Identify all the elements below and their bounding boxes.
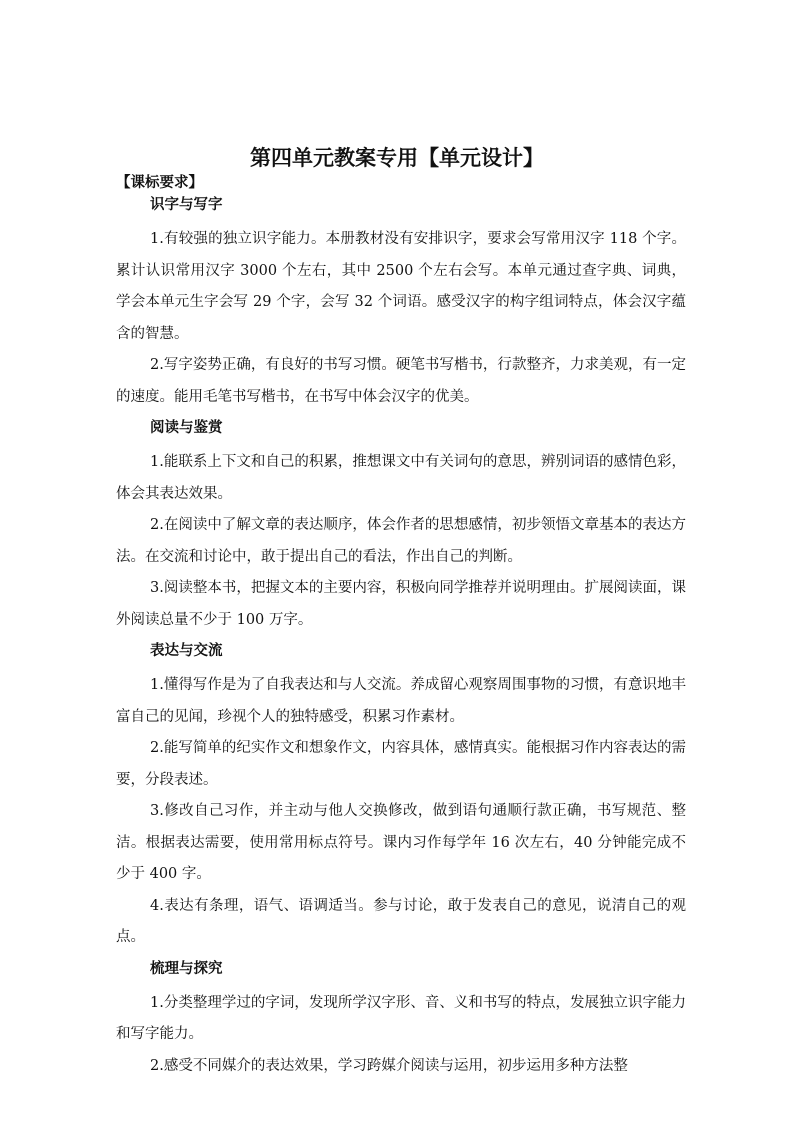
section-inquiry: [116, 958, 686, 1083]
section-literacy: [116, 194, 686, 413]
section-heading: 阅读与鉴赏: [150, 419, 223, 436]
standards-heading: 【课标要求】: [116, 174, 203, 191]
section-expression: [116, 640, 686, 954]
paragraph: 2.能写简单的纪实作文和想象作文，内容具体，感情真实。能根据习作内容表达的需要，分段表述。: [116, 740, 686, 788]
paragraph: 2.感受不同媒介的表达效果，学习跨媒介阅读与运用，初步运用多种方法整: [150, 1057, 628, 1074]
paragraph: 1.懂得写作是为了自我表达和与人交流。养成留心观察周围事物的习惯，有意识地丰富自己的见闻，珍视个人的独特感受，积累习作素材。: [116, 677, 686, 725]
paragraph: 1.能联系上下文和自己的积累，推想课文中有关词句的意思，辨别词语的感情色彩，体会其表达效果。: [116, 454, 686, 502]
section-heading: 表达与交流: [150, 642, 223, 659]
section-heading: 梳理与探究: [150, 959, 223, 977]
paragraph: 3.阅读整本书，把握文本的主要内容，积极向同学推荐并说明理由。扩展阅读面，课外阅读总量不少于 100 万字。: [116, 580, 686, 628]
paragraph: 2.写字姿势正确，有良好的书写习惯。硬笔书写楷书，行款整齐，力求美观，有一定的速度。能用毛笔书写楷书，在书写中体会汉字的优美。: [116, 357, 686, 405]
paragraph: 4.表达有条理，语气、语调适当。参与讨论，敢于发表自己的意见，说清自己的观点。: [116, 897, 686, 945]
section-heading: 识字与写字: [150, 196, 223, 213]
paragraph: 2.在阅读中了解文章的表达顺序，体会作者的思想感情，初步领悟文章基本的表达方法。在交流和讨论中，敢于提出自己的看法，作出自己的判断。: [116, 517, 686, 565]
document-title: 第四单元教案专用【单元设计】: [250, 145, 544, 170]
document-body: [116, 172, 686, 1082]
paragraph: 1.分类整理学过的字词，发现所学汉字形、音、义和书写的特点，发展独立识字能力和写字能力。: [116, 994, 686, 1042]
paragraph: 1.有较强的独立识字能力。本册教材没有安排识字，要求会写常用汉字 118 个字。累计认识常用汉字 3000 个左右，其中 2500 个左右会写。本单元通过查字典、词典，学会本单元生字会写 29 个字，会写 32 个词语。感受汉字的构字组词特点，体会汉字蕴含的智慧。: [116, 231, 686, 342]
section-reading: [116, 417, 686, 636]
paragraph: 3.修改自己习作，并主动与他人交换修改，做到语句通顺行款正确，书写规范、整洁。根据表达需要，使用常用标点符号。课内习作每学年 16 次左右，40 分钟能完成不少于 400 字。: [116, 803, 686, 882]
